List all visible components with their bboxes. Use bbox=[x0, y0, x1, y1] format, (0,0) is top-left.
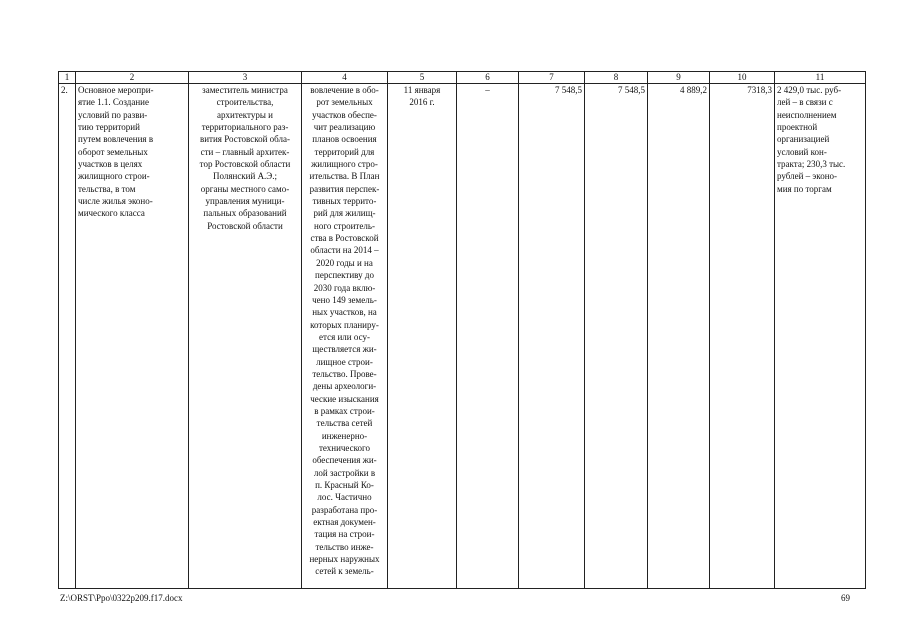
header-cell-5: 5 bbox=[388, 72, 457, 84]
header-cell-8: 8 bbox=[585, 72, 648, 84]
result-cell: вовлечение в обо- рот земельных участков обеспе- чит реализацию планов освоения территорий для жилищного стро- ительства. В План развития перспек- тивных террито- рий для жилищ- ного строитель- ства в Ростовской области на 2014 – 2020 годы и на перспективу до 2030 года вклю- чено 149 земель- ных участков, на которых планиру- ется или осу- ществляется жи- лищное строи- тельство. Прове- дены археологи- ческие изыскания в рамках строи- тельства сетей инженерно- технического обеспечения жи- лой застройки в п. Красный Ко- лос. Частично разработана про- ектная докумен- тация на строи- тельство инже- нерных наружных сетей к земель- bbox=[302, 84, 388, 589]
footer-filepath: Z:\ORST\Ppo\0322p209.f17.docx bbox=[60, 593, 183, 603]
col9-cell: 4 889,2 bbox=[648, 84, 710, 589]
header-cell-2: 2 bbox=[76, 72, 189, 84]
row-number: 2. bbox=[59, 84, 76, 589]
header-cell-11: 11 bbox=[775, 72, 866, 84]
header-cell-10: 10 bbox=[710, 72, 775, 84]
header-cell-1: 1 bbox=[59, 72, 76, 84]
report-table bbox=[58, 71, 866, 589]
header-cell-3: 3 bbox=[189, 72, 302, 84]
col8-cell: 7 548,5 bbox=[585, 84, 648, 589]
table-row bbox=[59, 84, 866, 589]
col6-cell: – bbox=[457, 84, 519, 589]
header-cell-7: 7 bbox=[519, 72, 585, 84]
responsible-cell: заместитель министра строительства, архитектуры и территориального раз- вития Ростовской обла- сти – главный архитек- тор Ростовской области Полянский А.Э.; органы местного само- управления муници- пальных образований Ростовской области bbox=[189, 84, 302, 589]
col7-cell: 7 548,5 bbox=[519, 84, 585, 589]
header-cell-9: 9 bbox=[648, 72, 710, 84]
event-name-cell: Основное меропри- ятие 1.1. Создание условий по разви- тию территорий путем вовлечения в оборот земельных участков в целях жилищного строи- тельства, в том числе жилья эконо- мического класса bbox=[76, 84, 189, 589]
date-cell: 11 января 2016 г. bbox=[388, 84, 457, 589]
page-number: 69 bbox=[841, 593, 850, 603]
header-cell-4: 4 bbox=[302, 72, 388, 84]
note-cell: 2 429,0 тыс. руб- лей – в связи с неисполнением проектной организацией условий кон- тракта; 230,3 тыс. рублей – эконо- мия по торгам bbox=[775, 84, 866, 589]
col10-cell: 7318,3 bbox=[710, 84, 775, 589]
header-row bbox=[59, 72, 866, 84]
header-cell-6: 6 bbox=[457, 72, 519, 84]
